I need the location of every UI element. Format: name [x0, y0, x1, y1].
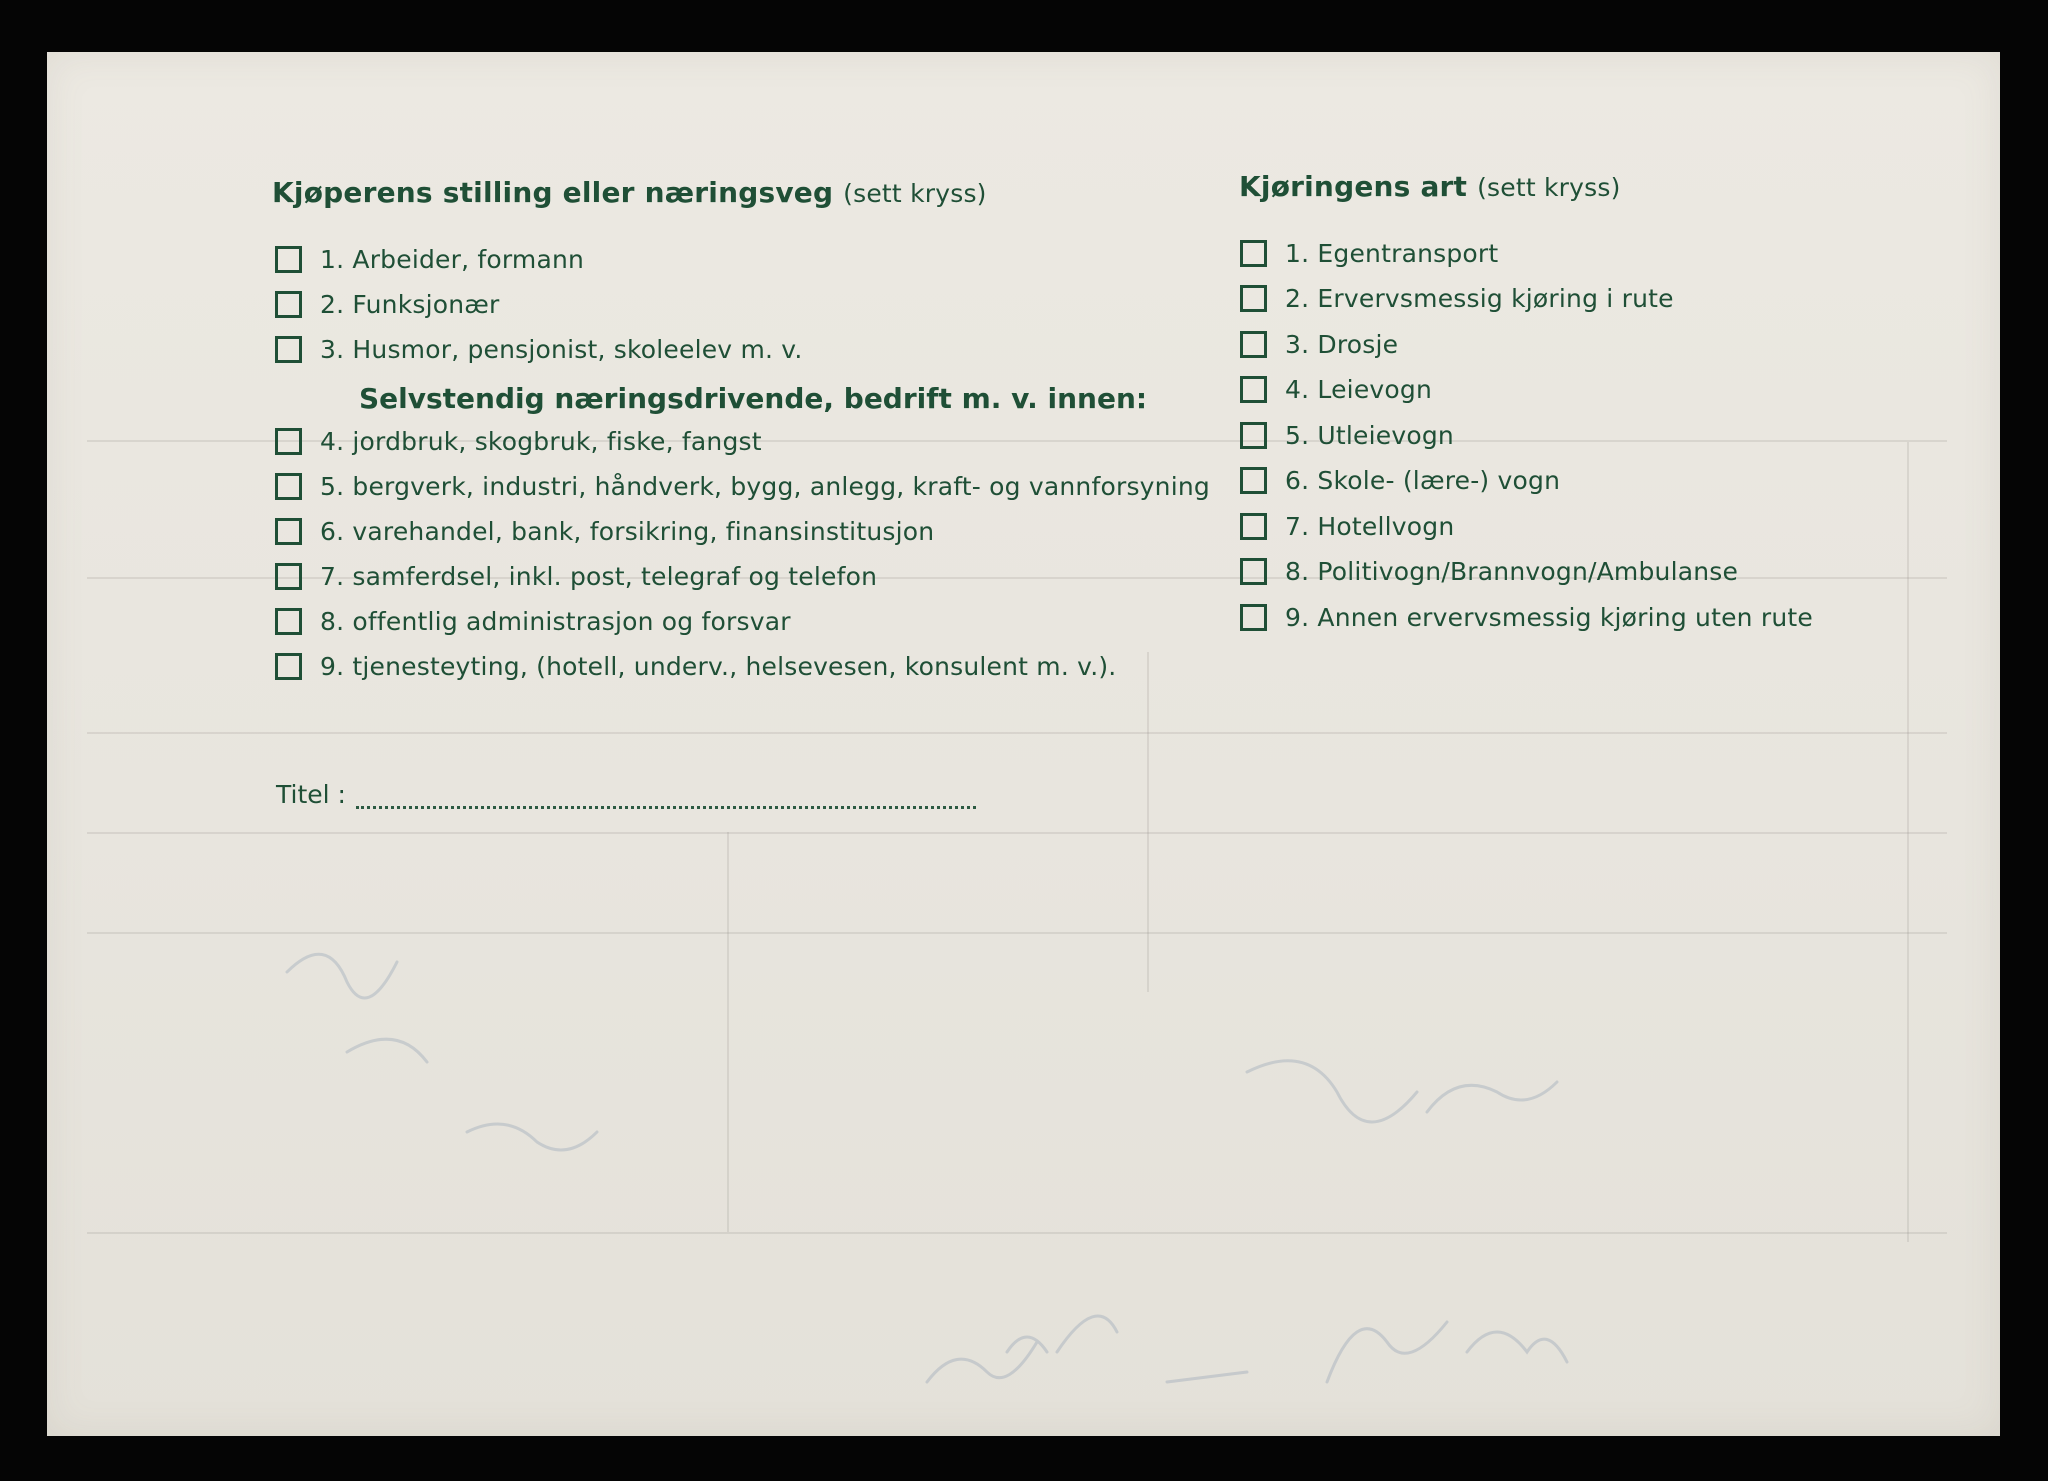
option-label: 1. Arbeider, formann: [320, 245, 585, 274]
driving-option-1[interactable]: [1240, 239, 1498, 268]
driving-type-title: Kjøringens art: [1239, 170, 1468, 203]
option-label: 7. Hotellvogn: [1285, 512, 1455, 541]
checkbox[interactable]: [1240, 467, 1267, 494]
checkbox[interactable]: [275, 428, 302, 455]
option-label: 1. Egentransport: [1285, 239, 1499, 268]
checkbox[interactable]: [1240, 285, 1267, 312]
option-label: 4. jordbruk, skogbruk, fiske, fangst: [320, 427, 762, 456]
driving-option-9[interactable]: [1240, 603, 1813, 632]
title-field-label: Titel :: [276, 780, 346, 809]
checkbox[interactable]: [1240, 513, 1267, 540]
driving-type-heading: [1239, 170, 1621, 203]
driving-option-2[interactable]: [1240, 284, 1674, 313]
checkbox[interactable]: [1240, 331, 1267, 358]
option-label: 6. Skole- (lære-) vogn: [1285, 466, 1561, 495]
checkbox[interactable]: [275, 608, 302, 635]
option-label: 8. Politivogn/Brannvogn/Ambulanse: [1285, 557, 1739, 586]
driving-option-8[interactable]: [1240, 557, 1738, 586]
occupation-option-4[interactable]: [275, 427, 762, 456]
buyer-occupation-heading: [272, 176, 987, 209]
checkbox[interactable]: [275, 653, 302, 680]
checkbox[interactable]: [1240, 422, 1267, 449]
checkbox[interactable]: [275, 336, 302, 363]
title-field: [276, 780, 976, 809]
form-sheet: [47, 52, 2000, 1436]
driving-option-5[interactable]: [1240, 421, 1454, 450]
checkbox[interactable]: [275, 473, 302, 500]
checkbox[interactable]: [1240, 558, 1267, 585]
checkbox[interactable]: [1240, 240, 1267, 267]
occupation-option-1[interactable]: [275, 245, 584, 274]
checkbox[interactable]: [275, 563, 302, 590]
option-label: 9. Annen ervervsmessig kjøring uten rute: [1285, 603, 1813, 632]
title-field-line[interactable]: [356, 784, 976, 809]
driving-type-note: (sett kryss): [1477, 173, 1621, 202]
option-label: 2. Ervervsmessig kjøring i rute: [1285, 284, 1674, 313]
occupation-option-7[interactable]: [275, 562, 877, 591]
occupation-option-6[interactable]: [275, 517, 934, 546]
buyer-occupation-note: (sett kryss): [843, 179, 987, 208]
occupation-option-5[interactable]: [275, 472, 1210, 501]
option-label: 8. offentlig administrasjon og forsvar: [320, 607, 791, 636]
option-label: 7. samferdsel, inkl. post, telegraf og telefon: [320, 562, 878, 591]
checkbox[interactable]: [275, 291, 302, 318]
option-label: 3. Husmor, pensjonist, skoleelev m. v.: [320, 335, 803, 364]
driving-option-4[interactable]: [1240, 375, 1432, 404]
option-label: 3. Drosje: [1285, 330, 1399, 359]
checkbox[interactable]: [275, 246, 302, 273]
option-label: 6. varehandel, bank, forsikring, finansinstitusjon: [320, 517, 935, 546]
buyer-occupation-title: Kjøperens stilling eller næringsveg: [272, 176, 834, 209]
driving-option-6[interactable]: [1240, 466, 1560, 495]
option-label: 5. bergverk, industri, håndverk, bygg, anlegg, kraft- og vannforsyning: [320, 472, 1210, 501]
driving-option-7[interactable]: [1240, 512, 1454, 541]
occupation-option-9[interactable]: [275, 652, 1116, 681]
occupation-option-2[interactable]: [275, 290, 500, 319]
self-employed-subheading: Selvstendig næringsdrivende, bedrift m. v. innen:: [359, 382, 1148, 415]
option-label: 5. Utleievogn: [1285, 421, 1454, 450]
checkbox[interactable]: [1240, 604, 1267, 631]
checkbox[interactable]: [1240, 376, 1267, 403]
checkbox[interactable]: [275, 518, 302, 545]
option-label: 4. Leievogn: [1285, 375, 1432, 404]
occupation-option-3[interactable]: [275, 335, 803, 364]
driving-option-3[interactable]: [1240, 330, 1398, 359]
option-label: 9. tjenesteyting, (hotell, underv., helsevesen, konsulent m. v.).: [320, 652, 1117, 681]
occupation-option-8[interactable]: [275, 607, 791, 636]
option-label: 2. Funksjonær: [320, 290, 500, 319]
